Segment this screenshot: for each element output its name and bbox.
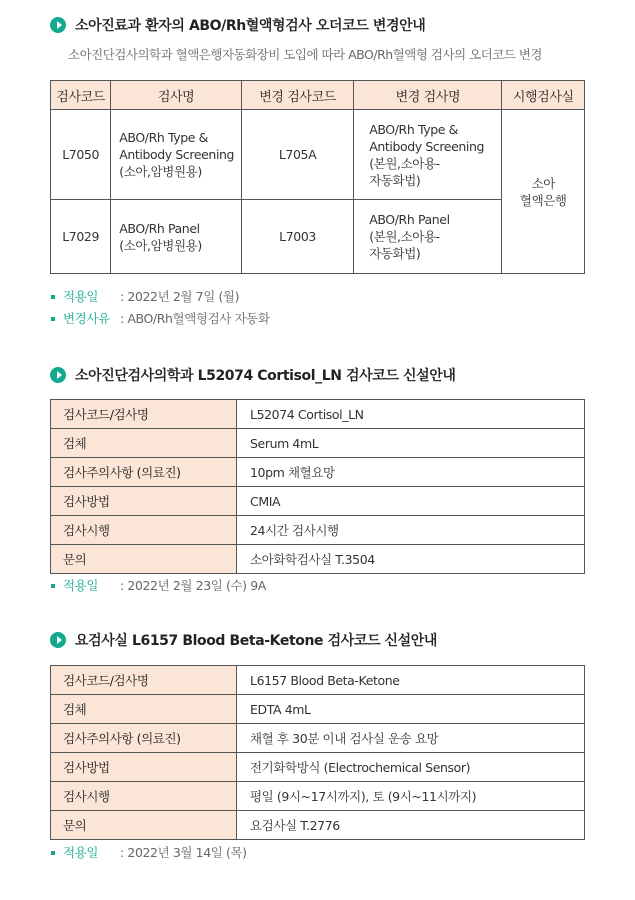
note-value: : 2022년 2월 23일 (수) 9A xyxy=(120,578,266,593)
table-row xyxy=(51,695,585,724)
row1-new-name-line: (본원,소아용- xyxy=(369,155,440,171)
row-key: 검사방법 xyxy=(51,753,237,782)
row1-name xyxy=(111,110,242,200)
row2-new-code: L7003 xyxy=(241,200,353,274)
arrow-circle-icon xyxy=(50,367,66,383)
bullet-icon xyxy=(51,317,55,321)
row-key: 검사시행 xyxy=(51,782,237,811)
table-row xyxy=(51,753,585,782)
lab-cell xyxy=(502,110,585,274)
row1-new-name-line: 자동화법) xyxy=(369,172,421,188)
row-value: Serum 4mL xyxy=(237,429,585,458)
row1-name-line: Antibody Screening xyxy=(119,147,235,162)
table-row xyxy=(51,811,585,840)
row-key: 검사주의사항 (의료진) xyxy=(51,458,237,487)
row-key: 검사코드/검사명 xyxy=(51,400,237,429)
cortisol-info-table xyxy=(50,399,585,574)
row-key: 검사코드/검사명 xyxy=(51,666,237,695)
row-value: 24시간 검사시행 xyxy=(237,516,585,545)
header-new-code: 변경 검사코드 xyxy=(241,81,353,110)
note-label: 적용일 xyxy=(63,289,99,304)
row1-new-name-line: ABO/Rh Type & xyxy=(369,121,458,137)
row1-new-code: L705A xyxy=(241,110,353,200)
row-key: 검사시행 xyxy=(51,516,237,545)
section1-subtitle: 소아진단검사의학과 혈액은행자동화장비 도입에 따라 ABO/Rh혈액형 검사의 오더코드 변경 xyxy=(68,47,543,62)
row-value: EDTA 4mL xyxy=(237,695,585,724)
row-value: 10pm 채혈요망 xyxy=(237,458,585,487)
table-row xyxy=(51,516,585,545)
row2-new-name-line: ABO/Rh Panel xyxy=(369,212,450,227)
table-row xyxy=(51,400,585,429)
section3-title-text: 요검사실 L6157 Blood Beta-Ketone 검사코드 신설안내 xyxy=(75,633,438,649)
row-value: CMIA xyxy=(237,487,585,516)
row1-new-name-line: Antibody Screening xyxy=(369,138,485,154)
row2-name-line: ABO/Rh Panel xyxy=(119,220,200,236)
section2-note-date xyxy=(51,576,266,594)
ketone-info-table xyxy=(50,665,585,840)
header-name: 검사명 xyxy=(111,81,242,110)
table-row xyxy=(51,782,585,811)
lab-line: 소아 xyxy=(531,175,555,191)
row-value: 요검사실 T.2776 xyxy=(237,811,585,840)
bullet-icon xyxy=(51,584,55,588)
section2-title xyxy=(50,365,456,385)
row-value: L52074 Cortisol_LN xyxy=(237,400,585,429)
section3-title xyxy=(50,630,437,650)
arrow-circle-icon xyxy=(50,632,66,648)
section1-title xyxy=(50,15,425,35)
section1-title-text: 소아진료과 환자의 ABO/Rh혈액형검사 오더코드 변경안내 xyxy=(75,18,426,34)
note-label: 적용일 xyxy=(63,845,99,860)
row1-name-line: (소아,암병원용) xyxy=(119,164,202,179)
row-key: 검체 xyxy=(51,695,237,724)
section3-note-date xyxy=(51,843,247,861)
section1-note-date xyxy=(51,287,239,305)
row2-new-name xyxy=(354,200,502,274)
row-key: 문의 xyxy=(51,811,237,840)
row1-name-line: ABO/Rh Type & xyxy=(119,130,209,145)
arrow-circle-icon xyxy=(50,17,66,33)
row-key: 검체 xyxy=(51,429,237,458)
table-row xyxy=(51,545,585,574)
section1-note-reason xyxy=(51,309,270,327)
header-code: 검사코드 xyxy=(51,81,111,110)
table-row xyxy=(51,429,585,458)
row-key: 검사주의사항 (의료진) xyxy=(51,724,237,753)
note-value: : ABO/Rh혈액형검사 자동화 xyxy=(120,311,270,326)
note-value: : 2022년 3월 14일 (목) xyxy=(120,845,247,860)
row-value: L6157 Blood Beta-Ketone xyxy=(237,666,585,695)
table-row xyxy=(51,724,585,753)
section2-title-text: 소아진단검사의학과 L52074 Cortisol_LN 검사코드 신설안내 xyxy=(75,368,456,384)
row-value: 평일 (9시~17시까지), 토 (9시~11시까지) xyxy=(237,782,585,811)
row1-code: L7050 xyxy=(51,110,111,200)
row1-new-name xyxy=(354,110,502,200)
table-row xyxy=(51,458,585,487)
lab-line: 혈액은행 xyxy=(519,192,567,208)
table-row xyxy=(51,487,585,516)
row2-name-line: (소아,암병원용) xyxy=(119,237,202,253)
table-row xyxy=(51,110,585,200)
row-key: 검사방법 xyxy=(51,487,237,516)
row-value: 소아화학검사실 T.3504 xyxy=(237,545,585,574)
row2-code: L7029 xyxy=(51,200,111,274)
row-value: 전기화학방식 (Electrochemical Sensor) xyxy=(237,753,585,782)
header-lab: 시행검사실 xyxy=(502,81,585,110)
row-key: 문의 xyxy=(51,545,237,574)
header-new-name: 변경 검사명 xyxy=(354,81,502,110)
note-label: 변경사유 xyxy=(63,311,110,326)
bullet-icon xyxy=(51,851,55,855)
row2-name xyxy=(111,200,242,274)
row-value: 채혈 후 30분 이내 검사실 운송 요망 xyxy=(237,724,585,753)
table-row xyxy=(51,666,585,695)
code-change-table xyxy=(50,80,585,274)
table-header-row xyxy=(51,81,585,110)
row2-new-name-line: 자동화법) xyxy=(369,246,421,261)
bullet-icon xyxy=(51,295,55,299)
note-label: 적용일 xyxy=(63,578,99,593)
row2-new-name-line: (본원,소아용- xyxy=(369,229,440,244)
note-value: : 2022년 2월 7일 (월) xyxy=(120,289,240,304)
